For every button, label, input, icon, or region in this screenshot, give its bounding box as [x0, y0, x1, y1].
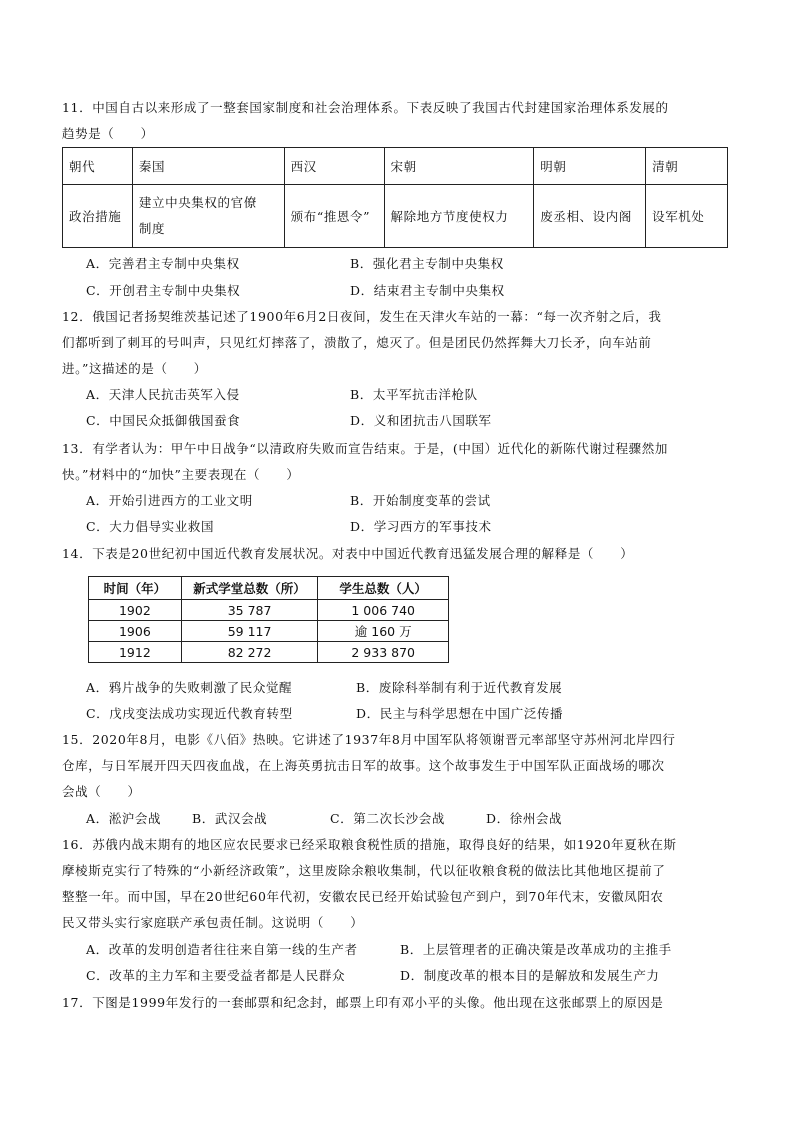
- q16-option-a[interactable]: A．改革的发明创造者往往来自第一线的生产者: [86, 942, 358, 957]
- q15-option-a[interactable]: A．淞沪会战: [86, 811, 162, 826]
- q14-stem-line1: 14．下表是20世纪初中国近代教育发展状况。对表中中国近代教育迅猛发展合理的解释是（ ）: [62, 546, 634, 561]
- q11-table-header-row: [63, 148, 728, 185]
- q16-option-b[interactable]: B．上层管理者的正确决策是改革成功的主推手: [400, 942, 672, 957]
- q14-header-year: 时间（年）: [89, 577, 182, 600]
- q16-stem-line2: 摩棱斯克实行了特殊的“小新经济政策”，这里废除余粮收集制，代以征收粮食税的做法比其他地区提前了: [62, 863, 666, 878]
- q11-header-qing: 清朝: [646, 148, 728, 185]
- q13-stem-line1: 13．有学者认为：甲午中日战争“以清政府失败而宣告结束。于是，(中国）近代化的新陈代谢过程骤然加: [62, 441, 668, 456]
- q14-education-table: [88, 576, 449, 663]
- q11-cell-song: 解除地方节度使权力: [384, 185, 534, 248]
- q16-option-d[interactable]: D．制度改革的根本目的是解放和发展生产力: [400, 968, 660, 983]
- q11-option-a[interactable]: A．完善君主专制中央集权: [86, 256, 240, 271]
- q11-stem-line2: 趋势是（ ）: [62, 126, 154, 141]
- q14-cell-students: 1 006 740: [318, 600, 449, 621]
- q11-header-qin: 秦国: [132, 148, 284, 185]
- q14-table-row: [89, 642, 449, 663]
- q14-cell-year: 1912: [89, 642, 182, 663]
- q12-option-d[interactable]: D．义和团抗击八国联军: [350, 413, 492, 428]
- q14-option-d[interactable]: D．民主与科学思想在中国广泛传播: [356, 706, 564, 721]
- q15-option-c[interactable]: C．第二次长沙会战: [330, 811, 445, 826]
- q14-option-b[interactable]: B．废除科举制有利于近代教育发展: [356, 680, 563, 695]
- q12-option-a[interactable]: A．天津人民抗击英军入侵: [86, 387, 240, 402]
- q12-stem-line3: 进。”这描述的是（ ）: [62, 361, 207, 376]
- q11-header-song: 宋朝: [384, 148, 534, 185]
- q12-stem-line1: 12．俄国记者扬契维茨基记述了1900年6月2日夜间，发生在天津火车站的一幕：“每一次齐射之后，我: [62, 309, 662, 324]
- q15-stem-line3: 会战（ ）: [62, 784, 141, 799]
- q15-option-d[interactable]: D．徐州会战: [486, 811, 563, 826]
- q11-option-b[interactable]: B．强化君主专制中央集权: [350, 256, 504, 271]
- q14-cell-schools: 59 117: [181, 621, 318, 642]
- q13-option-b[interactable]: B．开始制度变革的尝试: [350, 493, 491, 508]
- q11-cell-qing: 设军机处: [646, 185, 728, 248]
- q13-option-d[interactable]: D．学习西方的军事技术: [350, 519, 492, 534]
- q14-cell-schools: 82 272: [181, 642, 318, 663]
- q11-header-ming: 明朝: [534, 148, 646, 185]
- q13-option-a[interactable]: A．开始引进西方的工业文明: [86, 493, 253, 508]
- q14-header-schools: 新式学堂总数（所）: [181, 577, 318, 600]
- q16-stem-line1: 16．苏俄内战末期有的地区应农民要求已经采取粮食税性质的措施，取得良好的结果，如1920年夏秋在斯: [62, 837, 677, 852]
- q11-dynasty-table: [62, 147, 728, 248]
- q11-option-c[interactable]: C．开创君主专制中央集权: [86, 283, 241, 298]
- q12-option-c[interactable]: C．中国民众抵御俄国蚕食: [86, 413, 241, 428]
- q11-option-d[interactable]: D．结束君主专制中央集权: [350, 283, 505, 298]
- q11-table-measures-row: [63, 185, 728, 248]
- q12-option-b[interactable]: B．太平军抗击洋枪队: [350, 387, 478, 402]
- q14-cell-schools: 35 787: [181, 600, 318, 621]
- q11-cell-qin-line2: 制度: [138, 221, 166, 236]
- q13-option-c[interactable]: C．大力倡导实业救国: [86, 519, 215, 534]
- q12-stem-line2: 们都听到了刺耳的号叫声，只见红灯摔落了，溃散了，熄灭了。但是团民仍然挥舞大刀长矛，向车站前: [62, 335, 652, 350]
- q14-cell-students: 逾 160 万: [318, 621, 449, 642]
- q16-stem-line4: 民又带头实行家庭联产承包责任制。这说明（ ）: [62, 915, 364, 930]
- q15-stem-line2: 仓库，与日军展开四天四夜血战，在上海英勇抗击日军的故事。这个故事发生于中国军队正面战场的哪次: [62, 758, 665, 773]
- q14-option-a[interactable]: A．鸦片战争的失败刺激了民众觉醒: [86, 680, 293, 695]
- q16-stem-line3: 整整一年。而中国，早在20世纪60年代初，安徽农民已经开始试验包产到户，到70年代末，安徽凤阳农: [62, 889, 664, 904]
- q11-row-label: 政治措施: [63, 185, 133, 248]
- q11-cell-ming: 废丞相、设内阁: [534, 185, 646, 248]
- q15-stem-line1: 15．2020年8月，电影《八佰》热映。它讲述了1937年8月中国军队将领谢晋元率部坚守苏州河北岸四行: [62, 732, 676, 747]
- q11-cell-qin: [132, 185, 284, 248]
- q17-stem-line1: 17．下图是1999年发行的一套邮票和纪念封，邮票上印有邓小平的头像。他出现在这张邮票上的原因是: [62, 995, 664, 1010]
- q14-option-c[interactable]: C．戊戌变法成功实现近代教育转型: [86, 706, 293, 721]
- q11-cell-xihan: 颁布“推恩令”: [284, 185, 384, 248]
- q14-cell-students: 2 933 870: [318, 642, 449, 663]
- q11-cell-qin-line1: 建立中央集权的官僚: [138, 195, 257, 210]
- q14-cell-year: 1902: [89, 600, 182, 621]
- q11-header-dynasty: 朝代: [63, 148, 133, 185]
- q14-table-header-row: [89, 577, 449, 600]
- q14-table-row: [89, 600, 449, 621]
- q14-header-students: 学生总数（人）: [318, 577, 449, 600]
- q16-option-c[interactable]: C．改革的主力军和主要受益者都是人民群众: [86, 968, 346, 983]
- q15-option-b[interactable]: B．武汉会战: [192, 811, 268, 826]
- q14-cell-year: 1906: [89, 621, 182, 642]
- q11-header-xihan: 西汉: [284, 148, 384, 185]
- q11-stem-line1: 11．中国自古以来形成了一整套国家制度和社会治理体系。下表反映了我国古代封建国家治理体系发展的: [62, 100, 669, 115]
- q14-table-row: [89, 621, 449, 642]
- q13-stem-line2: 快。”材料中的“加快”主要表现在（ ）: [62, 467, 300, 482]
